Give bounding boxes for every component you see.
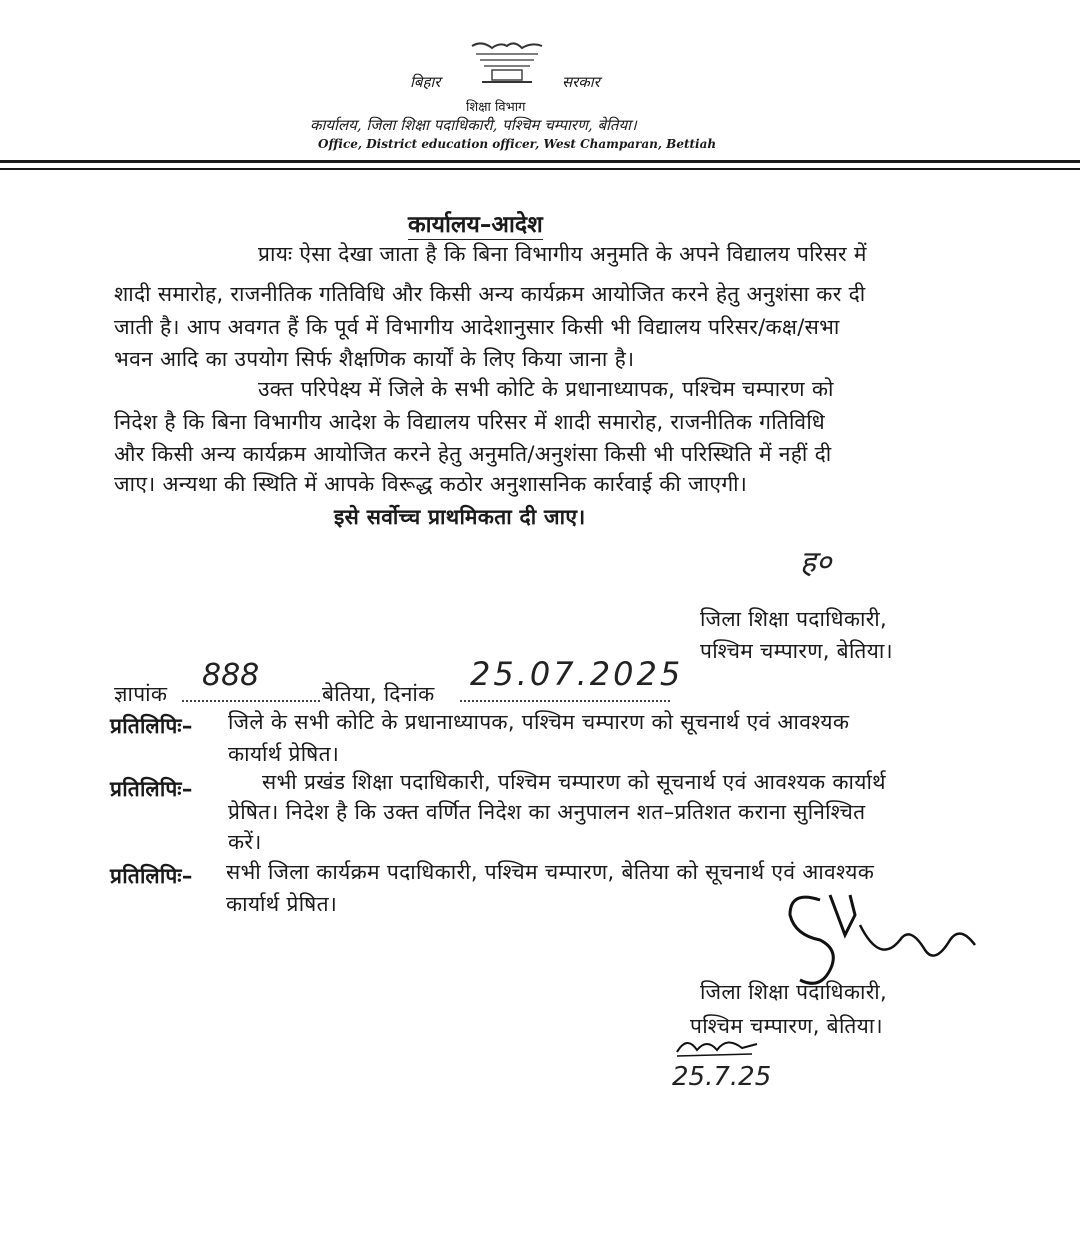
para2-line: निदेश है कि बिना विभागीय आदेश के विद्यालय परिसर में शादी समारोह, राजनीतिक गतिविधि: [114, 410, 826, 434]
para2-line: उक्त परिपेक्ष्य में जिले के सभी कोटि के प्रधानाध्यापक, पश्चिम चम्पारण को: [258, 377, 834, 401]
para1-line: शादी समारोह, राजनीतिक गतिविधि और किसी अन्य कार्यक्रम आयोजित करने हेतु अनुशंसा कर दी: [114, 282, 866, 306]
copy-label: प्रतिलिपिः–: [110, 714, 193, 738]
order-title: कार्यालय–आदेश: [408, 207, 543, 240]
signature2-designation: जिला शिक्षा पदाधिकारी,: [700, 980, 888, 1004]
signature1-designation: जिला शिक्षा पदाधिकारी,: [700, 607, 888, 631]
office-hindi: कार्यालय, जिला शिक्षा पदाधिकारी, पश्चिम चम्पारण, बेतिया।: [310, 116, 637, 134]
handwritten-initial-scribble: [672, 1030, 762, 1060]
signature1-location: पश्चिम चम्पारण, बेतिया।: [700, 639, 893, 663]
para2-line: और किसी अन्य कार्यक्रम आयोजित करने हेतु अनुमति/अनुशंसा किसी भी परिस्थिति में नहीं दी: [114, 442, 832, 466]
memo-label: ज्ञापांक: [114, 682, 168, 706]
office-english: Office, District education officer, West Champaran, Bettiah: [318, 137, 717, 151]
para1-line: भवन आदि का उपयोग सिर्फ शैक्षणिक कार्यों के लिए किया जाना है।: [114, 347, 635, 371]
memo-number: 888: [202, 658, 260, 693]
copy-line: कार्यार्थ प्रेषित।: [228, 742, 340, 766]
state-emblem-icon: [462, 40, 552, 86]
copy-label: प्रतिलिपिः–: [110, 864, 193, 888]
copy-line: सभी प्रखंड शिक्षा पदाधिकारी, पश्चिम चम्पारण को सूचनार्थ एवं आवश्यक कार्यार्थ: [262, 770, 886, 794]
copy-label: प्रतिलिपिः–: [110, 777, 193, 801]
department-name: शिक्षा विभाग: [466, 100, 526, 115]
copy-line: करें।: [228, 830, 262, 854]
header-left-word: बिहार: [410, 73, 441, 91]
para1-line: जाती है। आप अवगत हैं कि पूर्व में विभागीय आदेशानुसार किसी भी विद्यालय परिसर/कक्ष/सभा: [114, 315, 840, 339]
copy-line: सभी जिला कार्यक्रम पदाधिकारी, पश्चिम चम्पारण, बेतिया को सूचनार्थ एवं आवश्यक: [226, 860, 875, 884]
para2-line: जाए। अन्यथा की स्थिति में आपके विरूद्ध कठोर अनुशासनिक कार्रवाई की जाएगी।: [114, 472, 748, 496]
handwritten-date: 25.7.25: [672, 1062, 772, 1092]
signature2-location: पश्चिम चम्पारण, बेतिया।: [690, 1014, 883, 1038]
header-right-word: सरकार: [562, 73, 600, 91]
copy-line: कार्यार्थ प्रेषित।: [226, 892, 338, 916]
para1-line: प्रायः ऐसा देखा जाता है कि बिना विभागीय अनुमति के अपने विद्यालय परिसर में: [258, 242, 867, 266]
memo-date: 25.07.2025: [470, 655, 684, 693]
header-rule-top: [0, 160, 1080, 163]
copy-line: प्रेषित। निदेश है कि उक्त वर्णित निदेश का अनुपालन शत–प्रतिशत कराना सुनिश्चित: [228, 800, 866, 824]
memo-place-date-label: बेतिया, दिनांक: [322, 682, 435, 706]
header-rule-bottom: [0, 168, 1080, 170]
initials-handwritten: ह०: [800, 545, 832, 580]
copy-line: जिले के सभी कोटि के प्रधानाध्यापक, पश्चिम चम्पारण को सूचनार्थ एवं आवश्यक: [228, 710, 850, 734]
priority-note: इसे सर्वोच्च प्राथमिकता दी जाए।: [334, 505, 586, 529]
